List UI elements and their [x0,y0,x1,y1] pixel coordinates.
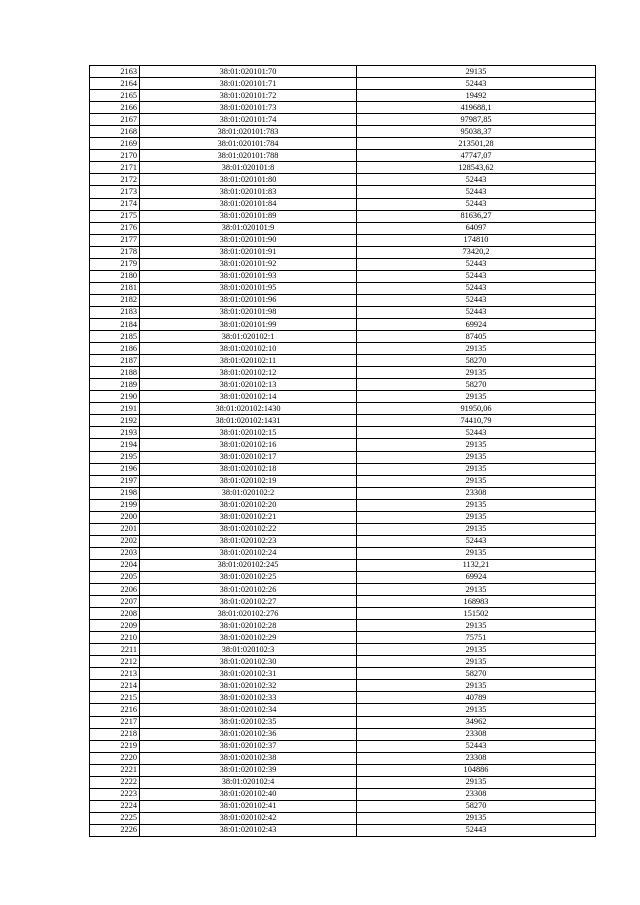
table-row [90,632,596,644]
row-number-cell: 2217 [90,716,140,728]
table-row [90,656,596,668]
value-cell: 75751 [357,632,596,644]
cadastral-number-cell: 38:01:020102:34 [140,704,357,716]
cadastral-number-cell: 38:01:020102:35 [140,716,357,728]
cadastral-number-cell: 38:01:020101:73 [140,102,357,114]
table-row [90,608,596,620]
cadastral-number-cell: 38:01:020101:9 [140,222,357,234]
cadastral-number-cell: 38:01:020102:276 [140,608,357,620]
row-number-cell: 2224 [90,800,140,812]
table-row [90,451,596,463]
row-number-cell: 2226 [90,824,140,836]
value-cell: 29135 [357,776,596,788]
cadastral-number-cell: 38:01:020102:38 [140,752,357,764]
table-row [90,439,596,451]
row-number-cell: 2167 [90,114,140,126]
table-row [90,126,596,138]
table-row [90,547,596,559]
row-number-cell: 2177 [90,234,140,246]
value-cell: 174810 [357,234,596,246]
cadastral-number-cell: 38:01:020102:32 [140,680,357,692]
cadastral-number-cell: 38:01:020101:784 [140,138,357,150]
row-number-cell: 2168 [90,126,140,138]
table-row [90,198,596,210]
value-cell: 81636,27 [357,210,596,222]
cadastral-number-cell: 38:01:020101:84 [140,198,357,210]
table-row [90,800,596,812]
table-row [90,499,596,511]
row-number-cell: 2189 [90,379,140,391]
row-number-cell: 2164 [90,78,140,90]
table-row [90,162,596,174]
row-number-cell: 2216 [90,704,140,716]
cadastral-number-cell: 38:01:020102:26 [140,584,357,596]
value-cell: 29135 [357,584,596,596]
table-row [90,704,596,716]
value-cell: 95038,37 [357,126,596,138]
table-row [90,415,596,427]
row-number-cell: 2207 [90,596,140,608]
table-row [90,824,596,836]
row-number-cell: 2204 [90,559,140,571]
table-row [90,692,596,704]
cadastral-number-cell: 38:01:020102:40 [140,788,357,800]
table-row [90,644,596,656]
cadastral-number-cell: 38:01:020101:74 [140,114,357,126]
value-cell: 97987,85 [357,114,596,126]
cadastral-number-cell: 38:01:020102:42 [140,812,357,824]
table-body [90,66,596,837]
row-number-cell: 2201 [90,523,140,535]
row-number-cell: 2199 [90,499,140,511]
row-number-cell: 2214 [90,680,140,692]
cadastral-number-cell: 38:01:020102:15 [140,427,357,439]
row-number-cell: 2181 [90,282,140,294]
row-number-cell: 2172 [90,174,140,186]
table-row [90,764,596,776]
table-row [90,379,596,391]
row-number-cell: 2165 [90,90,140,102]
row-number-cell: 2171 [90,162,140,174]
cadastral-number-cell: 38:01:020102:1 [140,331,357,343]
value-cell: 58270 [357,800,596,812]
table-row [90,403,596,415]
value-cell: 419688,1 [357,102,596,114]
value-cell: 168983 [357,596,596,608]
table-row [90,571,596,583]
value-cell: 19492 [357,90,596,102]
row-number-cell: 2185 [90,331,140,343]
value-cell: 29135 [357,644,596,656]
cadastral-number-cell: 38:01:020102:13 [140,379,357,391]
table-row [90,620,596,632]
cadastral-number-cell: 38:01:020102:19 [140,475,357,487]
cadastral-number-cell: 38:01:020102:30 [140,656,357,668]
row-number-cell: 2182 [90,294,140,306]
value-cell: 29135 [357,451,596,463]
row-number-cell: 2173 [90,186,140,198]
table-row [90,752,596,764]
table-row [90,728,596,740]
row-number-cell: 2211 [90,644,140,656]
cadastral-number-cell: 38:01:020102:39 [140,764,357,776]
table-row [90,246,596,258]
value-cell: 87405 [357,331,596,343]
value-cell: 23308 [357,788,596,800]
value-cell: 64097 [357,222,596,234]
cadastral-number-cell: 38:01:020102:33 [140,692,357,704]
table-row [90,812,596,824]
row-number-cell: 2195 [90,451,140,463]
cadastral-number-cell: 38:01:020101:89 [140,210,357,222]
table-row [90,559,596,571]
row-number-cell: 2194 [90,439,140,451]
value-cell: 69924 [357,318,596,330]
cadastral-number-cell: 38:01:020102:37 [140,740,357,752]
value-cell: 58270 [357,355,596,367]
cadastral-number-cell: 38:01:020102:43 [140,824,357,836]
value-cell: 29135 [357,547,596,559]
value-cell: 73420,2 [357,246,596,258]
cadastral-number-cell: 38:01:020102:16 [140,439,357,451]
table-row [90,66,596,78]
row-number-cell: 2223 [90,788,140,800]
cadastral-number-cell: 38:01:020101:71 [140,78,357,90]
cadastral-number-cell: 38:01:020102:22 [140,523,357,535]
table-row [90,90,596,102]
row-number-cell: 2169 [90,138,140,150]
row-number-cell: 2225 [90,812,140,824]
row-number-cell: 2166 [90,102,140,114]
table-row [90,511,596,523]
table-row [90,523,596,535]
value-cell: 29135 [357,511,596,523]
cadastral-number-cell: 38:01:020102:31 [140,668,357,680]
cadastral-number-cell: 38:01:020101:98 [140,306,357,318]
row-number-cell: 2209 [90,620,140,632]
cadastral-number-cell: 38:01:020102:12 [140,367,357,379]
cadastral-number-cell: 38:01:020101:91 [140,246,357,258]
value-cell: 29135 [357,812,596,824]
value-cell: 213501,28 [357,138,596,150]
table-row [90,282,596,294]
table-row [90,343,596,355]
row-number-cell: 2176 [90,222,140,234]
table-row [90,463,596,475]
table-row [90,535,596,547]
value-cell: 69924 [357,571,596,583]
value-cell: 52443 [357,824,596,836]
cadastral-number-cell: 38:01:020101:92 [140,258,357,270]
table-row [90,487,596,499]
table-row [90,776,596,788]
table-row [90,222,596,234]
value-cell: 29135 [357,343,596,355]
row-number-cell: 2222 [90,776,140,788]
data-table [89,65,596,837]
value-cell: 23308 [357,728,596,740]
cadastral-number-cell: 38:01:020102:18 [140,463,357,475]
cadastral-number-cell: 38:01:020101:70 [140,66,357,78]
row-number-cell: 2210 [90,632,140,644]
table-row [90,668,596,680]
value-cell: 23308 [357,752,596,764]
row-number-cell: 2190 [90,391,140,403]
cadastral-number-cell: 38:01:020102:2 [140,487,357,499]
value-cell: 34962 [357,716,596,728]
row-number-cell: 2200 [90,511,140,523]
cadastral-number-cell: 38:01:020102:29 [140,632,357,644]
row-number-cell: 2183 [90,306,140,318]
table-row [90,186,596,198]
cadastral-number-cell: 38:01:020102:25 [140,571,357,583]
table-row [90,355,596,367]
cadastral-number-cell: 38:01:020102:17 [140,451,357,463]
value-cell: 104886 [357,764,596,776]
cadastral-number-cell: 38:01:020102:27 [140,596,357,608]
value-cell: 52443 [357,258,596,270]
table-row [90,367,596,379]
value-cell: 29135 [357,66,596,78]
value-cell: 52443 [357,535,596,547]
cadastral-number-cell: 38:01:020101:95 [140,282,357,294]
value-cell: 52443 [357,186,596,198]
row-number-cell: 2178 [90,246,140,258]
table-row [90,306,596,318]
cadastral-number-cell: 38:01:020101:99 [140,318,357,330]
table-row [90,114,596,126]
row-number-cell: 2184 [90,318,140,330]
table-row [90,391,596,403]
value-cell: 29135 [357,391,596,403]
row-number-cell: 2188 [90,367,140,379]
cadastral-number-cell: 38:01:020101:783 [140,126,357,138]
row-number-cell: 2221 [90,764,140,776]
cadastral-number-cell: 38:01:020101:8 [140,162,357,174]
cadastral-number-cell: 38:01:020102:20 [140,499,357,511]
value-cell: 52443 [357,306,596,318]
row-number-cell: 2180 [90,270,140,282]
row-number-cell: 2212 [90,656,140,668]
row-number-cell: 2186 [90,343,140,355]
cadastral-number-cell: 38:01:020101:788 [140,150,357,162]
row-number-cell: 2170 [90,150,140,162]
value-cell: 23308 [357,487,596,499]
value-cell: 1132,21 [357,559,596,571]
table-row [90,716,596,728]
value-cell: 29135 [357,680,596,692]
value-cell: 52443 [357,78,596,90]
cadastral-number-cell: 38:01:020102:36 [140,728,357,740]
row-number-cell: 2198 [90,487,140,499]
value-cell: 58270 [357,668,596,680]
value-cell: 52443 [357,174,596,186]
value-cell: 151502 [357,608,596,620]
table-row [90,584,596,596]
row-number-cell: 2192 [90,415,140,427]
table-row [90,174,596,186]
row-number-cell: 2205 [90,571,140,583]
table-row [90,596,596,608]
cadastral-number-cell: 38:01:020101:72 [140,90,357,102]
cadastral-number-cell: 38:01:020102:10 [140,343,357,355]
table-row [90,475,596,487]
cadastral-number-cell: 38:01:020102:28 [140,620,357,632]
row-number-cell: 2196 [90,463,140,475]
row-number-cell: 2197 [90,475,140,487]
table-row [90,150,596,162]
value-cell: 52443 [357,427,596,439]
cadastral-number-cell: 38:01:020102:21 [140,511,357,523]
row-number-cell: 2208 [90,608,140,620]
row-number-cell: 2215 [90,692,140,704]
table-row [90,740,596,752]
cadastral-number-cell: 38:01:020102:14 [140,391,357,403]
table-row [90,318,596,330]
value-cell: 29135 [357,439,596,451]
row-number-cell: 2218 [90,728,140,740]
cadastral-number-cell: 38:01:020102:24 [140,547,357,559]
value-cell: 29135 [357,367,596,379]
value-cell: 29135 [357,463,596,475]
row-number-cell: 2219 [90,740,140,752]
cadastral-number-cell: 38:01:020102:1430 [140,403,357,415]
value-cell: 58270 [357,379,596,391]
cadastral-number-cell: 38:01:020102:1431 [140,415,357,427]
value-cell: 29135 [357,523,596,535]
value-cell: 40789 [357,692,596,704]
table-row [90,78,596,90]
row-number-cell: 2191 [90,403,140,415]
value-cell: 74410,79 [357,415,596,427]
cadastral-number-cell: 38:01:020101:96 [140,294,357,306]
cadastral-number-cell: 38:01:020102:3 [140,644,357,656]
value-cell: 29135 [357,704,596,716]
table-row [90,258,596,270]
value-cell: 128543,62 [357,162,596,174]
value-cell: 52443 [357,198,596,210]
value-cell: 52443 [357,740,596,752]
value-cell: 29135 [357,620,596,632]
value-cell: 29135 [357,499,596,511]
cadastral-number-cell: 38:01:020102:245 [140,559,357,571]
value-cell: 29135 [357,475,596,487]
row-number-cell: 2179 [90,258,140,270]
cadastral-number-cell: 38:01:020102:4 [140,776,357,788]
table-row [90,102,596,114]
table-row [90,138,596,150]
row-number-cell: 2202 [90,535,140,547]
table-row [90,210,596,222]
row-number-cell: 2193 [90,427,140,439]
table-row [90,331,596,343]
row-number-cell: 2175 [90,210,140,222]
value-cell: 52443 [357,294,596,306]
value-cell: 52443 [357,282,596,294]
table-row [90,294,596,306]
cadastral-number-cell: 38:01:020102:11 [140,355,357,367]
value-cell: 91950,06 [357,403,596,415]
row-number-cell: 2163 [90,66,140,78]
table-row [90,427,596,439]
table-row [90,234,596,246]
cadastral-number-cell: 38:01:020101:93 [140,270,357,282]
cadastral-number-cell: 38:01:020101:80 [140,174,357,186]
row-number-cell: 2203 [90,547,140,559]
cadastral-number-cell: 38:01:020101:90 [140,234,357,246]
table-row [90,680,596,692]
row-number-cell: 2174 [90,198,140,210]
row-number-cell: 2220 [90,752,140,764]
value-cell: 29135 [357,656,596,668]
cadastral-number-cell: 38:01:020102:23 [140,535,357,547]
value-cell: 47747,07 [357,150,596,162]
cadastral-number-cell: 38:01:020101:83 [140,186,357,198]
row-number-cell: 2187 [90,355,140,367]
table-row [90,788,596,800]
value-cell: 52443 [357,270,596,282]
row-number-cell: 2206 [90,584,140,596]
table-row [90,270,596,282]
cadastral-number-cell: 38:01:020102:41 [140,800,357,812]
row-number-cell: 2213 [90,668,140,680]
